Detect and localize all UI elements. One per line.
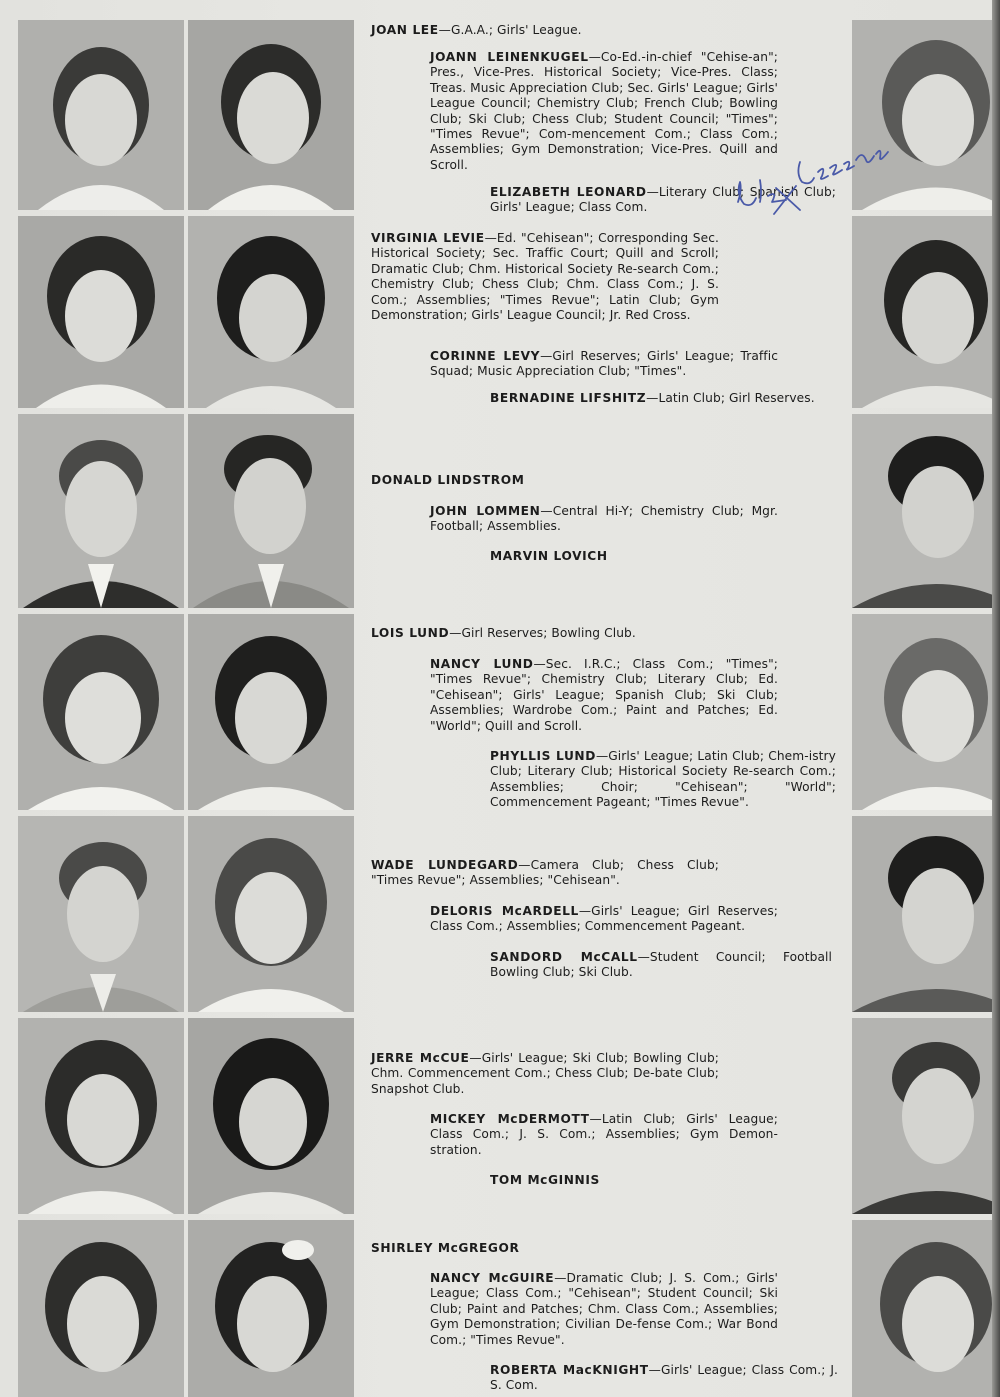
portrait-bernadine-lifshitz <box>852 216 992 408</box>
entry-desc: Latin Club; Girl Reserves. <box>658 391 815 405</box>
entry-wade-lundegard: WADE LUNDEGARD—Camera Club; Chess Club; "Times Revue"; Assemblies; "Cehisean". <box>371 858 719 888</box>
entry-name: JERRE McCUE <box>371 1051 470 1065</box>
portrait-lois-lund <box>18 614 184 810</box>
entry-sandord-mccall: SANDORD McCALL—Student Council; Football Bowling Club; Ski Club. <box>490 950 832 980</box>
portrait-deloris-mcardell <box>188 816 354 1012</box>
entry-name: DONALD LINDSTROM <box>371 473 525 487</box>
entry-name: SHIRLEY McGREGOR <box>371 1241 520 1255</box>
entry-desc: Camera Club; Chess Club; "Times Revue"; Assemblies; "Cehisean". <box>371 858 719 888</box>
entry-name: NANCY LUND <box>430 657 534 671</box>
entry-name: PHYLLIS LUND <box>490 749 596 763</box>
entry-name: BERNADINE LIFSHITZ <box>490 391 647 405</box>
portrait-shirley-mcgregor <box>18 1220 184 1397</box>
entry-name: ROBERTA MacKNIGHT <box>490 1363 649 1377</box>
page-edge-shadow <box>992 0 1000 1397</box>
entry-john-lommen: JOHN LOMMEN—Central Hi-Y; Chemistry Club; Mgr. Football; Assemblies. <box>430 504 778 534</box>
entry-desc: Central Hi-Y; Chemistry Club; Mgr. Football; Assemblies. <box>430 504 778 534</box>
portrait-mickey-mcdermott <box>188 1018 354 1214</box>
entry-desc: Girls' League; Latin Club; Chem-istry Club; Literary Club; Historical Society Re-search Com.; Assemblies; Choir; "Cehisean"; "World"; Commencement Pageant; "Times Revue". <box>490 749 836 810</box>
entry-lois-lund: LOIS LUND—Girl Reserves; Bowling Club. <box>371 626 636 640</box>
entry-joann-leinenkugel: JOANN LEINENKUGEL—Co-Ed.-in-chief "Cehise-an"; Pres., Vice-Pres. Historical Society; Vice-Pres. Class; Treas. Music Appreciation Club; Sec. Girls' League; Girls' League Council; Chemistry Club; French Club; Bowling Club; Ski Club; Chess Club; Student Council; "Times"; "Times Revue"; Com-mencement Com.; Class Com.; Assemblies; Gym Demonstration; Vice-Pres. Quill and Scroll. <box>430 50 778 172</box>
entry-bernadine-lifshitz: BERNADINE LIFSHITZ—Latin Club; Girl Reserves. <box>490 391 815 405</box>
entry-name: JOAN LEE <box>371 23 439 37</box>
entry-desc: Girl Reserves; Bowling Club. <box>461 626 636 640</box>
entry-name: VIRGINIA LEVIE <box>371 231 485 245</box>
entry-name: JOANN LEINENKUGEL <box>430 50 589 64</box>
entry-nancy-lund: NANCY LUND—Sec. I.R.C.; Class Com.; "Times"; "Times Revue"; Chemistry Club; Literary Club; Ed. "Cehisean"; Girls' League; Spanish Club; Ski Club; Assemblies; Wardrobe Com.; Paint and Patches; Ed. "World"; Quill and Scroll. <box>430 657 778 733</box>
portrait-jerre-mccue <box>18 1018 184 1214</box>
entry-desc: Latin Club; Girls' League; Class Com.; J. S. Com.; Assemblies; Gym Demon-stration. <box>430 1112 778 1157</box>
entry-name: SANDORD McCALL <box>490 950 638 964</box>
portrait-corinne-levy <box>188 216 354 408</box>
entry-mickey-mcdermott: MICKEY McDERMOTT—Latin Club; Girls' League; Class Com.; J. S. Com.; Assemblies; Gym Demon-stration. <box>430 1112 778 1157</box>
portrait-roberta-macknight <box>852 1220 992 1397</box>
entry-desc: Girls' League; Ski Club; Bowling Club; Chm. Commencement Com.; Chess Club; De-bate Club; Snapshot Club. <box>371 1051 720 1096</box>
entry-shirley-mcgregor <box>371 1241 719 1256</box>
entry-desc: Literary Club; Spanish Club; Girls' League; Class Com. <box>490 185 836 215</box>
entry-deloris-mcardell: DELORIS McARDELL—Girls' League; Girl Reserves; Class Com.; Assemblies; Commencement Pageant. <box>430 904 778 934</box>
entry-desc: Sec. I.R.C.; Class Com.; "Times"; "Times Revue"; Chemistry Club; Literary Club; Ed. "Cehisean"; Girls' League; Spanish Club; Ski Club; Assemblies; Wardrobe Com.; Paint and Patches; Ed. "World"; Quill and Scroll. <box>430 657 778 733</box>
entry-virginia-levie: VIRGINIA LEVIE—Ed. "Cehisean"; Corresponding Sec. Historical Society; Sec. Traffic Court; Quill and Scroll; Dramatic Club; Chm. Historical Society Re-search Com.; Chemistry Club; Chess Club; Chm. Class Com.; J. S. Com.; Assemblies; "Times Revue"; Latin Club; Gym Demonstration; Girls' League Council; Jr. Red Cross. <box>371 231 719 323</box>
entry-tom-mcginnis <box>490 1173 790 1188</box>
portrait-sandord-mccall <box>852 816 992 1012</box>
entry-name: JOHN LOMMEN <box>430 504 541 518</box>
portrait-virginia-levie <box>18 216 184 408</box>
portrait-joann-leinenkugel <box>188 20 354 210</box>
entry-donald-lindstrom <box>371 473 719 488</box>
entry-nancy-mcguire: NANCY McGUIRE—Dramatic Club; J. S. Com.; Girls' League; Class Com.; "Cehisean"; Student Council; Ski Club; Paint and Patches; Chm. Class Com.; Assemblies; Gym Demonstration; Civilian De-fense Com.; War Bond Com.; "Times Revue". <box>430 1271 778 1347</box>
portrait-marvin-lovich <box>852 414 992 608</box>
entry-name: ELIZABETH LEONARD <box>490 185 647 199</box>
entry-desc: G.A.A.; Girls' League. <box>450 23 582 37</box>
portrait-tom-mcginnis <box>852 1018 992 1214</box>
entry-joan-lee: JOAN LEE—G.A.A.; Girls' League. <box>371 23 582 37</box>
entry-marvin-lovich <box>490 549 790 564</box>
entry-phyllis-lund: PHYLLIS LUND—Girls' League; Latin Club; Chem-istry Club; Literary Club; Historical Society Re-search Com.; Assemblies; Choir; "Cehisean"; "World"; Commencement Pageant; "Times Revue". <box>490 749 836 810</box>
portrait-joan-lee <box>18 20 184 210</box>
entry-desc: Student Council; Football Bowling Club; Ski Club. <box>490 950 832 980</box>
portrait-wade-lundegard <box>18 816 184 1012</box>
portrait-phyllis-lund <box>852 614 992 810</box>
entry-desc: Dramatic Club; J. S. Com.; Girls' League; Class Com.; "Cehisean"; Student Council; Ski Club; Paint and Patches; Chm. Class Com.; Assemblies; Gym Demonstration; Civilian De-fense Com.; War Bond Com.; "Times Revue". <box>430 1271 778 1347</box>
entry-desc: Girl Reserves; Girls' League; Traffic Squad; Music Appreciation Club; "Times". <box>430 349 778 379</box>
entry-name: WADE LUNDEGARD <box>371 858 519 872</box>
entry-name: NANCY McGUIRE <box>430 1271 555 1285</box>
entry-desc: Girls' League; Girl Reserves; Class Com.; Assemblies; Commencement Pageant. <box>430 904 778 934</box>
portrait-nancy-lund <box>188 614 354 810</box>
entry-name: LOIS LUND <box>371 626 450 640</box>
portrait-john-lommen <box>188 414 354 608</box>
entry-name: TOM McGINNIS <box>490 1173 600 1187</box>
entry-name: MARVIN LOVICH <box>490 549 608 563</box>
entry-desc: Ed. "Cehisean"; Corresponding Sec. Historical Society; Sec. Traffic Court; Quill and Scroll; Dramatic Club; Chm. Historical Society Re-search Com.; Chemistry Club; Chess Club; Chm. Class Com.; J. S. Com.; Assemblies; "Times Revue"; Latin Club; Gym Demonstration; Girls' League Council; Jr. Red Cross. <box>371 231 719 323</box>
portrait-nancy-mcguire <box>188 1220 354 1397</box>
entry-name: CORINNE LEVY <box>430 349 541 363</box>
entry-name: MICKEY McDERMOTT <box>430 1112 590 1126</box>
handwritten-signature <box>730 110 900 215</box>
entry-corinne-levy: CORINNE LEVY—Girl Reserves; Girls' League; Traffic Squad; Music Appreciation Club; "Times". <box>430 349 778 379</box>
entry-desc: Co-Ed.-in-chief "Cehise-an"; Pres., Vice-Pres. Historical Society; Vice-Pres. Class; Treas. Music Appreciation Club; Sec. Girls' League; Girls' League Council; Chemistry Club; French Club; Bowling Club; Ski Club; Chess Club; Student Council; "Times"; "Times Revue"; Com-mencement Com.; Class Com.; Assemblies; Gym Demonstration; Vice-Pres. Quill and Scroll. <box>430 50 778 172</box>
portrait-donald-lindstrom <box>18 414 184 608</box>
entry-desc: Girls' League; Class Com.; J. S. Com. <box>490 1363 838 1393</box>
entry-elizabeth-leonard: ELIZABETH LEONARD—Literary Club; Spanish Club; Girls' League; Class Com. <box>490 185 836 215</box>
entry-jerre-mccue: JERRE McCUE—Girls' League; Ski Club; Bowling Club; Chm. Commencement Com.; Chess Club; De-bate Club; Snapshot Club. <box>371 1051 720 1096</box>
entry-roberta-macknight: ROBERTA MacKNIGHT—Girls' League; Class Com.; J. S. Com. <box>490 1363 838 1393</box>
entry-name: DELORIS McARDELL <box>430 904 579 918</box>
